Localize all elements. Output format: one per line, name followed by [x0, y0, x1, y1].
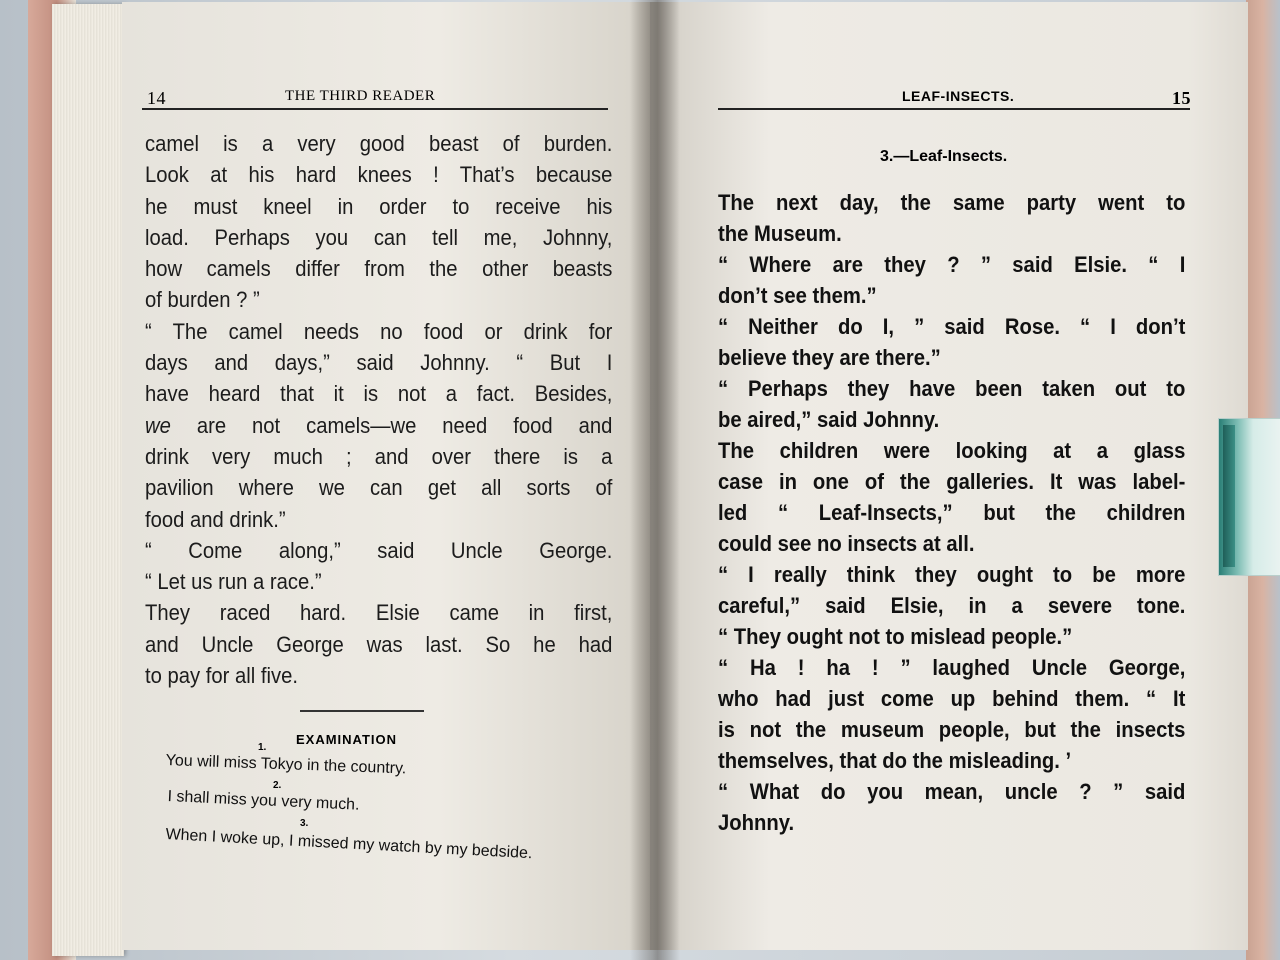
text-line: case in one of the galleries. It was label- [718, 469, 1186, 494]
emphasis-word: we [145, 412, 171, 438]
text-line: and Uncle George was last. So he had [145, 631, 613, 657]
text-line: “ The camel needs no food or drink for [145, 318, 613, 344]
text-line: The children were looking at a glass [718, 438, 1186, 463]
text-line: drink very much ; and over there is a [145, 443, 613, 469]
exam-number: 3. [300, 818, 309, 829]
text-line: how camels differ from the other beasts [145, 256, 613, 282]
text-line: pavilion where we can get all sorts of [145, 475, 613, 501]
right-page-number: 15 [1172, 88, 1191, 108]
text-line: be aired,” said Johnny. [718, 407, 940, 432]
exam-number: 1. [258, 742, 267, 753]
text-line: don’t see them.” [718, 283, 877, 308]
left-body-text [145, 128, 613, 691]
text-line: The next day, the same party went to [718, 190, 1186, 215]
text-line: who had just come up behind them. “ It [718, 686, 1186, 711]
text-line: load. Perhaps you can tell me, Johnny, [145, 224, 613, 250]
text-line: camel is a very good beast of burden. [145, 131, 613, 156]
section-divider [300, 710, 424, 712]
page-edges [52, 4, 124, 956]
text-line: have heard that it is not a fact. Besides, [145, 381, 613, 407]
left-header-rule [142, 108, 608, 110]
text-line-rest: are not camels—we need food and [196, 412, 613, 438]
text-line: Look at his hard knees ! That’s because [145, 162, 613, 188]
text-line-with-emphasis [145, 410, 612, 441]
text-line: led “ Leaf-Insects,” but the children [718, 500, 1186, 525]
text-line: “ I really think they ought to be more [718, 562, 1186, 587]
exam-sentence: You will miss Tokyo in the country. [165, 752, 407, 778]
left-page-number: 14 [147, 88, 166, 108]
text-line: is not the museum people, but the insects [718, 717, 1186, 742]
exam-sentence: When I woke up, I missed my watch by my bedside. [165, 826, 533, 863]
text-line: could see no insects at all. [718, 531, 975, 556]
text-line: to pay for all five. [145, 663, 299, 689]
text-line: “ They ought not to mislead people.” [718, 624, 1073, 649]
text-line: “ Neither do I, ” said Rose. “ I don’t [718, 314, 1186, 339]
chapter-title: 3.—Leaf-Insects. [880, 148, 1008, 165]
exam-sentence: I shall miss you very much. [167, 788, 360, 814]
text-line: “ What do you mean, uncle ? ” said [718, 779, 1186, 804]
text-line: food and drink.” [145, 506, 286, 532]
text-line: “ Come along,” said Uncle George. [145, 537, 613, 563]
left-running-head: THE THIRD READER [285, 88, 436, 104]
text-line: They raced hard. Elsie came in first, [145, 600, 613, 626]
text-line: careful,” said Elsie, in a severe tone. [718, 593, 1186, 618]
text-line: the Museum. [718, 221, 842, 246]
text-line: believe they are there.” [718, 345, 941, 370]
text-line: he must kneel in order to receive his [145, 193, 613, 219]
text-line: “ Where are they ? ” said Elsie. “ I [718, 252, 1186, 277]
text-line: “ Let us run a race.” [145, 569, 322, 595]
text-line: themselves, that do the misleading. ’ [718, 748, 1072, 773]
text-line: Johnny. [718, 810, 795, 835]
page-clip [1218, 418, 1280, 576]
text-line: “ Ha ! ha ! ” laughed Uncle George, [718, 655, 1186, 680]
right-header-rule [718, 108, 1190, 110]
examination-title: EXAMINATION [296, 732, 398, 747]
book-gutter [630, 0, 680, 960]
right-body-text [718, 187, 1186, 838]
right-running-head: LEAF-INSECTS. [902, 88, 1015, 104]
text-line: “ Perhaps they have been taken out to [718, 376, 1186, 401]
text-line: days and days,” said Johnny. “ But I [145, 350, 613, 376]
text-line: of burden ? ” [145, 287, 260, 313]
exam-number: 2. [273, 780, 282, 791]
